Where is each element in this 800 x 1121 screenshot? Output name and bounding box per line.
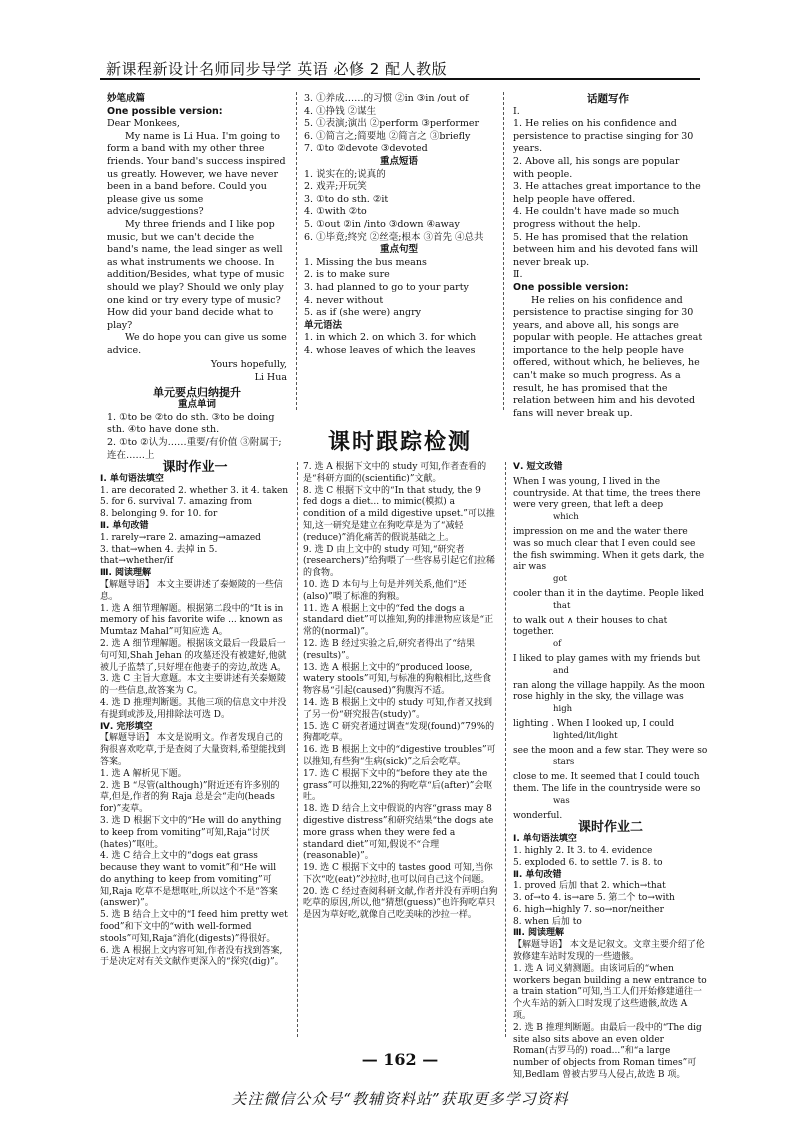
answer-line: 4. ①with ②to — [304, 206, 367, 218]
section-title: Ⅲ. 阅读理解 — [100, 568, 152, 579]
answer-line: 6. ①简言之;简要地 ②简言之 ③briefly — [304, 130, 471, 142]
answer-line: 12. 选 B 经过实验之后,研究者得出了“结果(results)”。 — [303, 638, 475, 661]
answer-line: 1. ①to be ②to do sth. ③to be doing sth. ④to have done sth. — [107, 411, 275, 436]
answer-line: 7. ①to ②devote ③devoted — [304, 143, 428, 155]
answer-line: 19. 选 C 根据下文中的 tastes good 可知,当你下次“吃(eat)”沙拉时,也可以问自己这个问题。 — [303, 863, 493, 885]
answer-line: 1. 选 A 词义猜测题。由该词后的“when workers began building a new entrance to a train station”可知,当工人们开始修建通往一个火车站的新入口时发现了这些遗骸,故选 A 项。 — [513, 963, 707, 1022]
answer-line: 2. 选 B “尽管(although)”附近还有许多别的草,但是,作者的狗 Raja 总是会“走向(heads for)”麦草。 — [100, 780, 280, 815]
page-number: — 162 — — [361, 1050, 439, 1069]
topic-writing-title: 话题写作 — [587, 93, 629, 105]
guide-text: 【解题导语】 本文是说明文。作者发现自己的狗很喜欢吃草,于是查阅了大量资料,希望能找到答案。 — [100, 733, 286, 767]
letter-paragraph: My three friends and I like pop music, but we can't decide the band's name, the lead singer as well as what instruments we choose. In addition/Besides, what type of music should we play? Should we only play one kind or try every type of music? How did your band decide what to play? — [107, 218, 285, 331]
answer-line: 2. ①to ②认为……重要/有价值 ③附属于;连在……上 — [107, 437, 282, 461]
main-title: 课时跟踪检测 — [327, 430, 472, 455]
letter-paragraph: My name is Li Hua. I'm going to form a band with my other three friends. Your band's success inspired us greatly. However, we have never been in a band before. Could you please give us some advice/suggestions? — [107, 130, 286, 218]
answer-line: 4. He couldn't have made so much progress without the help. — [513, 206, 680, 230]
header-title: 新课程新设计名师同步导学 英语 必修 2 配人教版 — [106, 60, 448, 78]
answer-line: 8. 选 C 根据下文中的“In that study, the 9 fed dogs a diet... to mimic(模拟) a condition of a mild digestive upset.”可以推知,这一研究是建立在狗吃草是为了“减轻(reduce)”消化痛苦的假说基础之上。 — [303, 485, 495, 543]
answer-line: 7. 选 A 根据下文中的 study 可知,作者查看的是“科研方面的(scientific)”文献。 — [303, 462, 487, 484]
answer-line: 15. 选 C 研究者通过调查“发现(found)”79%的狗都吃草。 — [303, 721, 495, 744]
answer-line: 1. rarely→rare 2. amazing→amazed — [100, 532, 261, 543]
answer-line: 3. 选 C 主旨大意题。本文主要讲述有关泰姬陵的一些信息,故答案为 C。 — [100, 674, 287, 697]
roman-numeral: Ⅱ. — [513, 269, 523, 281]
answer-line: 5. 选 B 结合上文中的“I feed him pretty wet food”和下文中的“with well-formed stools”可知,Raja“消化(digests)”得很好。 — [100, 910, 288, 944]
answer-line: 14. 选 B 根据上文中的 study 可知,作者又找到了另一份“研究报告(study)”。 — [303, 697, 492, 720]
correction-line: see the moon and a few star. They were so stars — [513, 745, 708, 768]
guide-text: 【解题导语】 本文主要讲述了泰姬陵的一些信息。 — [100, 579, 283, 602]
answer-line: 2. 选 B 推理判断题。由最后一段中的“The dig site also sits above an even older Roman(古罗马的) road...”和“a large number of objects from Roman times”可知,Bedlam 曾被古罗马人侵占,故选 B 项。 — [513, 1022, 702, 1081]
correction-line: impression on me and the water there was so much clear that I even could see the fish swimming. When it gets dark, the air was got — [513, 526, 705, 585]
answer-line: 1. in which 2. on which 3. for which — [304, 332, 477, 344]
column-divider — [505, 462, 506, 1037]
answer-line: 3. 选 D 根据下文中的“He will do anything to keep from vomiting”可知,Raja“讨厌(hates)”呕吐。 — [100, 815, 282, 850]
answer-line: 3. He attaches great importance to the help people have offered. — [513, 181, 701, 205]
answer-line: 4. never without — [304, 294, 384, 306]
answer-line: 1. He relies on his confidence and persistence to practise singing for 30 years. — [513, 118, 694, 155]
answer-line: 1. 说实在的;说真的 — [304, 168, 386, 180]
answer-line: 6. ①毕竟;终究 ②丝毫;根本 ③首先 ④总共 — [304, 231, 484, 243]
homework-title: 课时作业一 — [162, 460, 228, 475]
column-divider — [503, 92, 504, 410]
grammar-title: 单元语法 — [304, 319, 343, 331]
correction-line: cooler than it in the daytime. People liked that — [513, 588, 704, 611]
version-label: One possible version: — [107, 105, 223, 117]
answer-line: 5. ①out ②in /into ③down ④away — [304, 218, 460, 230]
letter-paragraph: We do hope you can give us some advice. — [107, 332, 287, 356]
answer-line: 16. 选 B 根据上文中的“digestive troubles”可以推知,有些狗“生病(sick)”之后会吃草。 — [303, 745, 496, 767]
answer-line: 5. He has promised that the relation between him and his devoted fans will never break up. — [513, 231, 698, 268]
section-title: Ⅴ. 短文改错 — [513, 462, 563, 472]
top-column-1 — [107, 93, 287, 462]
guide-text: 【解题导语】 本文是记叙文。文章主要介绍了伦敦修建车站时发现的一些遗骸。 — [513, 940, 705, 963]
essay-paragraph: He relies on his confidence and persistence to practise singing for 30 years, and above all, his songs are popular with people. He attaches great importance to the help people have offered, without which, he believes, he can't make so much progress. As a result, he has promised that the relation between him and his devoted fans will never break up. — [513, 294, 703, 419]
section-heading: 妙笔成篇 — [107, 93, 146, 104]
correction-line: ran along the village happily. As the moon rose highly in the sky, the village was high — [513, 680, 705, 715]
answer-line: 2. is to make sure — [304, 269, 390, 281]
correction-line: close to me. It seemed that I could touch them. The life in the countryside were so was — [513, 772, 701, 806]
answer-line: 4. whose leaves of which the leaves — [304, 344, 476, 356]
section-title: Ⅱ. 单句改错 — [513, 869, 562, 880]
answer-line: 13. 选 A 根据上文中的“produced loose, watery stools”可知,与标准的狗粮相比,这些食物容易“引起(caused)”狗腹泻不适。 — [303, 662, 492, 697]
answer-line: 18. 选 D 结合上文中假说的内容“grass may 8 digestive distress”和研究结果“the dogs ate more grass when they were fed a standard diet”可知,假说不“合理(reasonable)”。 — [303, 804, 494, 862]
answer-line: 3. of→to 4. is→are 5. 第二个 to→with — [513, 893, 675, 904]
correction-line: When I was young, I lived in the countryside. At that time, the trees there were very green, that left a deep which — [513, 476, 701, 523]
answer-line: 1. highly 2. It 3. to 4. evidence — [513, 845, 653, 856]
section-title: Ⅰ. 单句语法填空 — [513, 834, 577, 845]
top-column-2 — [304, 93, 494, 357]
answer-line: 9. 选 D 由上文中的 study 可知,“研究者(researchers)”给狗喂了一些容易引起它们拉稀的食物。 — [303, 544, 495, 579]
answer-line: 10. 选 D 本句与上句是并列关系,他们“还(also)”喂了标准的狗粮。 — [303, 579, 467, 602]
summary-title: 单元要点归纳提升 — [153, 385, 241, 399]
answer-line: 8. when 后加 to — [513, 916, 582, 927]
answer-line: 20. 选 C 经过查阅科研文献,作者并没有弄明白狗吃草的原因,所以,他“猜想(guess)”也许狗吃草只是因为草好吃,就像自己吃美味的沙拉一样。 — [303, 886, 498, 921]
answer-line: 2. Above all, his songs are popular with people. — [513, 155, 680, 180]
answer-line: 5. for 6. survival 7. amazing from — [100, 497, 253, 508]
bottom-column-3 — [513, 462, 708, 1082]
section-title: Ⅲ. 阅读理解 — [513, 928, 565, 939]
top-column-3 — [513, 93, 703, 420]
answer-line: 5. exploded 6. to settle 7. is 8. to — [513, 857, 663, 868]
answer-line: 1. 选 A 细节理解题。根据第二段中的“It is in memory of his favorite wife ... known as Mumtaz Mahal”可知应选 A。 — [100, 603, 284, 638]
answer-line: 5. as if (she were) angry — [304, 307, 421, 319]
answer-line: 11. 选 A 根据上文中的“fed the dogs a standard diet”可以推知,狗的排泄物应该是“正常的(normal)”。 — [303, 603, 494, 638]
answer-line: 4. 选 D 推理判断题。其他三项的信息文中并没有提到或涉及,用排除法可选 D。 — [100, 697, 287, 720]
bottom-column-2 — [303, 462, 498, 922]
bottom-column-1 — [100, 462, 290, 969]
answer-line: 6. 选 A 根据上文内容可知,作者没有找到答案,于是决定对有关文献作更深入的“探究(dig)”。 — [100, 945, 284, 968]
letter-closing: Yours hopefully, — [210, 359, 287, 371]
answer-line: 17. 选 C 根据下文中的“before they ate the grass”可以推知,22%的狗吃草“后(after)”会呕吐。 — [303, 768, 493, 803]
answer-line: 3. ①to do sth. ②it — [304, 193, 389, 205]
answer-line: 3. that→when 4. 去掉 in 5. that→whether/if — [100, 544, 218, 567]
answer-line: 5. ①表演;演出 ②perform ③performer — [304, 118, 480, 130]
answer-line: 4. ①挣钱 ②谋生 — [304, 105, 377, 117]
column-divider — [296, 92, 297, 410]
section-title: Ⅱ. 单句改错 — [100, 520, 149, 531]
letter-signature: Li Hua — [254, 372, 287, 384]
answer-line: 6. high→highly 7. so→nor/neither — [513, 904, 664, 915]
answer-line: 3. had planned to go to your party — [304, 281, 469, 293]
correction-line: lighting . When I looked up, I could lighted/lit/light — [513, 718, 675, 741]
answer-line: 1. are decorated 2. whether 3. it 4. taken — [100, 485, 289, 496]
answer-line: 4. 选 C 结合上文中的“dogs eat grass because they want to vomit”和“He will do anything to keep from vomiting”可知,Raja 吃草不是想呕吐,所以这个不是“答案(answer)”。 — [100, 851, 278, 909]
letter-greeting: Dear Monkees, — [107, 118, 180, 130]
correction-line: to walk out ∧ their houses to chat together. of — [513, 615, 668, 650]
answer-line: 1. proved 后加 that 2. which→that — [513, 881, 666, 892]
sentences-title: 重点句型 — [379, 244, 418, 256]
answer-line: 1. 选 A 解析见下题。 — [100, 768, 187, 779]
words-title: 重点单词 — [177, 399, 216, 411]
page-header — [100, 50, 700, 80]
section-title: Ⅰ. 单句语法填空 — [100, 473, 164, 484]
correction-line: I liked to play games with my friends but and — [513, 653, 701, 676]
answer-line: wonderful. — [513, 810, 563, 821]
roman-numeral: Ⅰ. — [513, 105, 520, 117]
answer-line: 2. 戏弄;开玩笑 — [304, 181, 367, 193]
section-title: Ⅳ. 完形填空 — [100, 721, 153, 732]
answer-line: 8. belonging 9. for 10. for — [100, 509, 218, 520]
phrases-title: 重点短语 — [379, 155, 418, 167]
answer-line: 1. Missing the bus means — [304, 256, 427, 268]
homework-title: 课时作业二 — [577, 820, 643, 836]
version-label: One possible version: — [513, 281, 629, 293]
column-divider — [297, 462, 298, 1037]
answer-line: 2. 选 A 细节理解题。根据该文最后一段最后一句可知,Shah Jehan 的攻墓还没有被建好,他就被儿子监禁了,只好埋在他妻子的旁边,故选 A。 — [100, 638, 287, 673]
footer-note: 关注微信公众号“教辅资料站”获取更多学习资料 — [231, 1090, 569, 1108]
answer-line: 3. ①养成……的习惯 ②in ③in /out of — [304, 93, 469, 104]
